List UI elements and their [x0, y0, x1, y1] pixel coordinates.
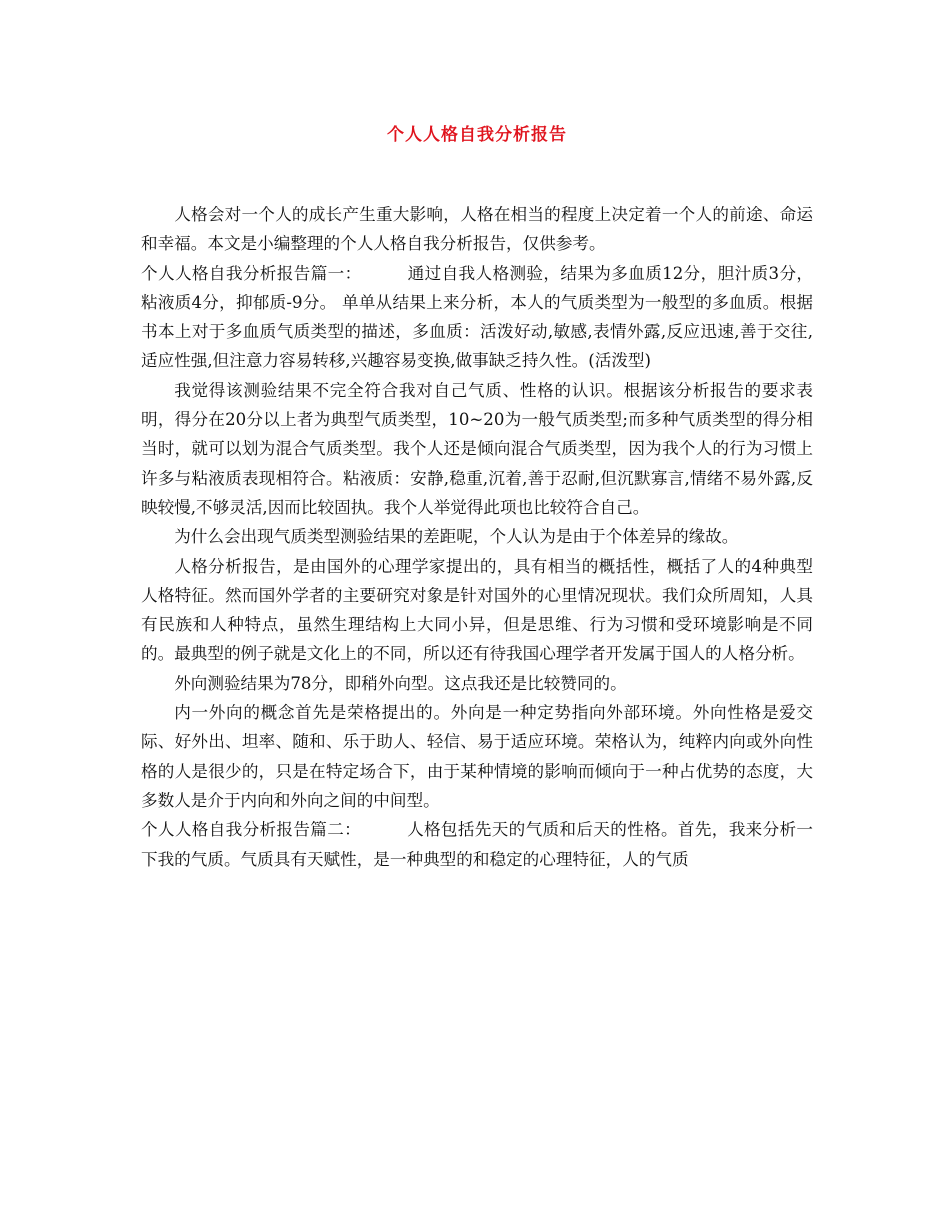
paragraph-text: 内一外向的概念首先是荣格提出的。外向是一种定势指向外部环境。外向性格是爱交际、好外出、坦率、随和、乐于助人、轻信、易于适应环境。荣格认为，纯粹内向或外向性格的人是很少的，只是在特定场合下，由于某种情境的影响而倾向于一种占优势的态度，大多数人是介于内向和外向之间的中间型。 — [141, 703, 813, 810]
body-paragraph — [141, 376, 813, 522]
paragraph-text: 通过自我人格测验，结果为多血质12分，胆汁质3分，粘液质4分，抑郁质-9分。 单单从结果上来分析，本人的气质类型为一般型的多血质。根据书本上对于多血质气质类型的描述，多血质：活泼好动,敏感,表情外露,反应迅速,善于交往,适应性强,但注意力容易转移,兴趣容易变换,做事缺乏持久性。(活泼型) — [141, 263, 814, 371]
document-title: 个人人格自我分析报告 — [387, 125, 567, 145]
section-heading: 个人人格自我分析报告篇一： — [141, 263, 362, 283]
paragraph-text: 我觉得该测验结果不完全符合我对自己气质、性格的认识。根据该分析报告的要求表明，得分在20分以上者为典型气质类型，10~20为一般气质类型;而多种气质类型的得分相当时，就可以划为混合气质类型。我个人还是倾向混合气质类型，因为我个人的行为习惯上许多与粘液质表现相符合。粘液质：安静,稳重,沉着,善于忍耐,但沉默寡言,情绪不易外露,反映较慢,不够灵活,因而比较固执。我个人举觉得此项也比较符合自己。 — [141, 380, 813, 517]
document-page — [141, 118, 813, 874]
paragraph-text: 人格分析报告，是由国外的心理学家提出的，具有相当的概括性，概括了人的4种典型人格特征。然而国外学者的主要研究对象是针对国外的心里情况现状。我们众所周知，人具有民族和人种特点，虽然生理结构上大同小异，但是思维、行为习惯和受环境影响是不同的。最典型的例子就是文化上的不同，所以还有待我国心理学者开发属于国人的人格分析。 — [141, 556, 813, 664]
body-paragraph — [141, 815, 813, 874]
body-paragraph — [141, 669, 813, 698]
paragraph-text: 外向测验结果为78分，即稍外向型。这点我还是比较赞同的。 — [174, 673, 627, 693]
paragraph-text: 人格包括先天的气质和后天的性格。首先，我来分析一下我的气质。气质具有天赋性，是一种典型的和稳定的心理特征，人的气质 — [141, 820, 814, 869]
body-paragraph — [141, 698, 813, 815]
paragraph-text: 人格会对一个人的成长产生重大影响，人格在相当的程度上决定着一个人的前途、命运和幸福。本文是小编整理的个人人格自我分析报告，仅供参考。 — [141, 205, 813, 254]
document-body — [141, 200, 813, 874]
body-paragraph — [141, 522, 813, 551]
section-heading: 个人人格自我分析报告篇二： — [141, 820, 362, 840]
paragraph-text: 为什么会出现气质类型测验结果的差距呢，个人认为是由于个体差异的缘故。 — [174, 527, 739, 547]
body-paragraph — [141, 552, 813, 669]
body-paragraph — [141, 200, 813, 259]
body-paragraph — [141, 259, 813, 376]
